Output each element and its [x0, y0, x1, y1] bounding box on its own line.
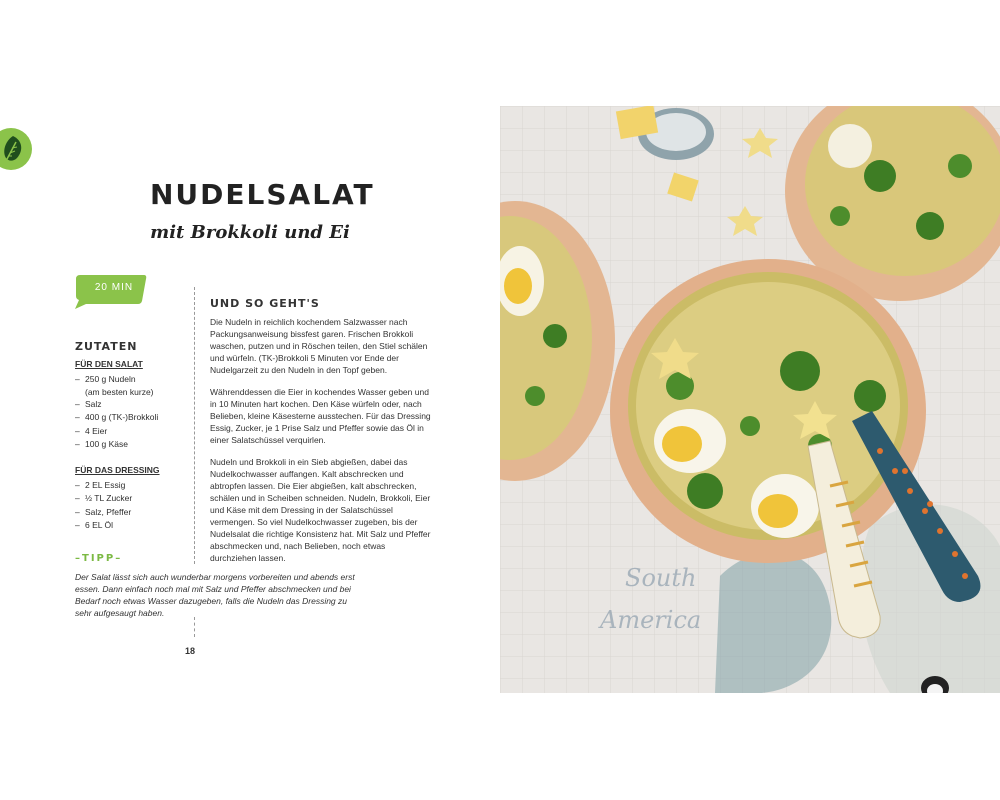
method-paragraph: Nudeln und Brokkoli in ein Sieb abgießen, dabei das Nudelkochwasser auffangen. Kalt abschrecken und abtropfen lassen. Die Eier abgießen, kalt abschrecken, schälen und in Scheiben schneiden. Nudeln, Brokkoli, Eier und Käse mit dem Dressing in der Salatschüssel vermengen. So viel Nudelkochwasser zugeben, bis der Nudelsalat die richtige Konsistenz hat. Mit Salz und Pfeffer abschmecken und, nach Belieben, noch etwas durchziehen lassen. [210, 457, 431, 563]
ingredient-item [75, 411, 190, 425]
map-label-america: America [600, 606, 702, 634]
ingredient-text: 4 Eier [85, 425, 108, 436]
ingredient-text: Salz, Pfeffer [85, 506, 132, 517]
map-label-south: South [625, 564, 697, 592]
column-divider [194, 287, 195, 564]
recipe-subtitle: mit Brokkoli und Ei [150, 222, 350, 243]
ingredient-text: Salz [85, 398, 102, 409]
ingredient-text: 250 g Nudeln [85, 374, 136, 384]
ingredient-text: 100 g Käse [85, 439, 129, 449]
page-number: 18 [185, 646, 196, 656]
ingredient-text: 2 EL Essig [85, 479, 126, 490]
leaf-badge [0, 128, 32, 170]
ingredients-panel [75, 340, 190, 533]
ingredient-note: (am besten kurze) [85, 386, 154, 397]
method-paragraph: Währenddessen die Eier in kochendes Wasser geben und in 10 Minuten hart kochen. Den Käse würfeln oder, nach Belieben, kleine Käsesterne ausstechen. Für das Dressing Essig, Zucker, je 1 Prise Salz und Pfeffer sowie das Öl in einer Salatschüssel verquirlen. [210, 387, 431, 445]
ingredient-group-title: FÜR DEN SALAT [75, 359, 143, 369]
column-divider [194, 617, 195, 637]
ingredient-item [75, 492, 190, 506]
ingredient-text: 6 EL Öl [85, 520, 114, 530]
ingredient-list [75, 373, 190, 452]
spinach-leaf-icon [0, 134, 26, 164]
ingredient-group-title: FÜR DAS DRESSING [75, 464, 160, 475]
ingredient-item [75, 519, 190, 533]
ingredient-list [75, 479, 190, 533]
recipe-title: NUDELSALAT [150, 178, 375, 211]
time-label: 20 MIN [94, 282, 134, 293]
ingredient-item [75, 506, 190, 520]
ingredient-item [75, 373, 190, 398]
ingredient-item [75, 479, 190, 493]
ingredients-heading: ZUTATEN [75, 340, 138, 353]
ingredient-item [75, 438, 190, 452]
ingredient-item [75, 425, 190, 439]
ingredient-item [75, 398, 190, 412]
method-paragraph: Die Nudeln in reichlich kochendem Salzwasser nach Packungsanweisung bissfest garen. Frischen Brokkoli waschen, putzen und in Röschen teilen, den Stiel schälen und würfeln. (TK-)Brokkoli 5 Minuten vor Ende der Nudelgarzeit zu den Nudeln in den Topf geben. [210, 317, 428, 375]
method-heading: UND SO GEHT'S [210, 297, 320, 310]
tip-text: Der Salat lässt sich auch wunderbar morgens vorbereiten und abends erst essen. Dann einfach noch mal mit Salz und Pfeffer abschmecken und bei Bedarf noch etwas Wasser dazugeben, falls die Nudeln das Dressing zu sehr aufgesaugt haben. [75, 572, 355, 618]
time-badge [72, 273, 146, 305]
method-panel [210, 297, 432, 574]
recipe-photo [500, 106, 1000, 693]
tip-label: –TIPP– [75, 553, 123, 564]
ingredient-text: 400 g (TK-)Brokkoli [85, 412, 159, 422]
ingredient-text: ½ TL Zucker [85, 493, 133, 503]
